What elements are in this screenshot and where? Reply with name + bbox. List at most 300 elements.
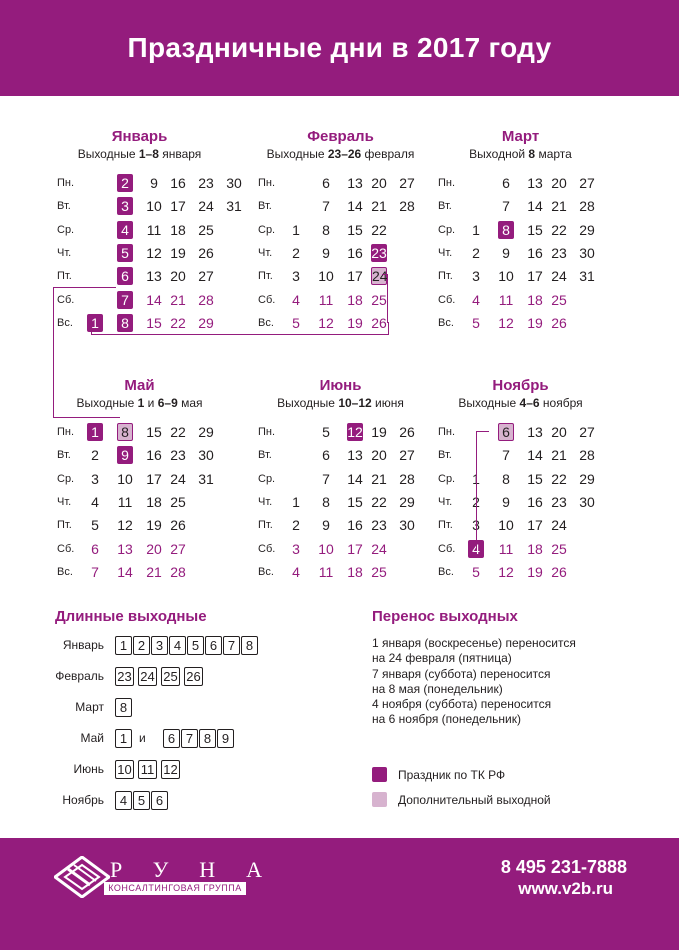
long-weekend-month: Июнь bbox=[73, 762, 104, 776]
weekday-label: Сб. bbox=[57, 542, 75, 555]
calendar-day: 26 bbox=[399, 424, 415, 440]
calendar-day: 21 bbox=[146, 563, 162, 580]
calendar-day: 14 bbox=[117, 563, 133, 580]
calendar-day: 16 bbox=[146, 447, 162, 464]
calendar-day: 28 bbox=[579, 198, 595, 215]
calendar-day: 15 bbox=[347, 221, 363, 238]
long-weekend-day: 1 bbox=[115, 636, 132, 655]
calendar-day: 1 bbox=[292, 493, 300, 510]
long-weekend-day: 11 bbox=[138, 760, 157, 779]
calendar-day: 27 bbox=[399, 175, 415, 191]
month-name: Ноябрь bbox=[492, 377, 549, 394]
calendar-day: 26 bbox=[551, 314, 567, 331]
calendar-day: 28 bbox=[579, 447, 595, 464]
long-weekend-day: 9 bbox=[217, 729, 234, 748]
weekday-label: Пн. bbox=[258, 426, 276, 438]
legend-extra-swatch bbox=[372, 792, 387, 807]
month-name: Январь bbox=[111, 128, 168, 145]
holiday-day: 12 bbox=[347, 424, 363, 440]
long-weekend-day: 2 bbox=[133, 636, 150, 655]
month-note-part: июня bbox=[371, 396, 404, 410]
weekday-label: Вт. bbox=[438, 449, 452, 462]
calendar-day: 14 bbox=[527, 198, 543, 215]
calendar-day: 2 bbox=[292, 517, 300, 534]
calendar-day: 7 bbox=[502, 447, 510, 464]
calendar-day: 7 bbox=[502, 198, 510, 215]
month-note-part: 8 bbox=[528, 147, 536, 161]
month-mar bbox=[438, 128, 638, 338]
calendar-day: 10 bbox=[318, 268, 334, 285]
calendar-day: 1 bbox=[292, 221, 300, 238]
calendar-day: 16 bbox=[170, 175, 186, 191]
calendar-day: 13 bbox=[146, 268, 162, 285]
calendar-day: 22 bbox=[551, 470, 567, 487]
calendar-day: 5 bbox=[472, 314, 480, 331]
calendar-day: 29 bbox=[579, 470, 595, 487]
calendar-day: 24 bbox=[551, 268, 567, 285]
extra-day-off: 8 bbox=[117, 423, 133, 441]
weekday-label: Чт. bbox=[258, 495, 273, 508]
weekday-label: Пн. bbox=[438, 426, 456, 438]
month-note-part: Выходные bbox=[266, 147, 328, 161]
month-name: Июнь bbox=[319, 377, 362, 394]
calendar-day: 21 bbox=[371, 470, 387, 487]
calendar-day: 18 bbox=[170, 221, 186, 238]
calendar-day: 16 bbox=[527, 493, 543, 510]
weekday-label: Пт. bbox=[258, 519, 273, 532]
weekday-label: Сб. bbox=[438, 542, 456, 555]
calendar-day: 18 bbox=[347, 291, 363, 308]
transfer-line: на 8 мая (понедельник) bbox=[372, 681, 503, 696]
extra-day-off: 6 bbox=[498, 423, 514, 441]
calendar-day: 12 bbox=[146, 244, 162, 261]
weekday-label: Пт. bbox=[57, 519, 72, 532]
long-weekend-day: 5 bbox=[187, 636, 204, 655]
calendar-day: 15 bbox=[146, 314, 162, 331]
calendar-day: 25 bbox=[198, 221, 214, 238]
weekday-label: Вт. bbox=[438, 200, 452, 213]
long-weekends-title: Длинные выходные bbox=[55, 608, 207, 625]
long-weekend-day: 6 bbox=[151, 791, 168, 810]
calendar-day: 22 bbox=[371, 493, 387, 510]
holiday-day: 6 bbox=[117, 267, 133, 285]
transfer-line: на 24 февраля (пятница) bbox=[372, 651, 512, 666]
company-name: РУНА bbox=[110, 857, 294, 882]
calendar-day: 29 bbox=[198, 424, 214, 440]
long-weekend-day: 3 bbox=[151, 636, 168, 655]
weekday-label: Вт. bbox=[258, 200, 272, 213]
calendar-day: 3 bbox=[472, 517, 480, 534]
weekday-label: Пн. bbox=[57, 177, 75, 189]
calendar-day: 30 bbox=[226, 175, 242, 191]
month-feb bbox=[258, 128, 458, 338]
connector-jan7-may8-tail bbox=[53, 417, 120, 418]
calendar-day: 21 bbox=[170, 291, 186, 308]
calendar-day: 22 bbox=[170, 424, 186, 440]
calendar-day: 8 bbox=[322, 221, 330, 238]
calendar-day: 25 bbox=[371, 291, 387, 308]
calendar-day: 30 bbox=[579, 493, 595, 510]
month-weekend-note bbox=[438, 147, 603, 161]
calendar-day: 13 bbox=[347, 175, 363, 191]
calendar-day: 7 bbox=[322, 470, 330, 487]
calendar-day: 5 bbox=[472, 563, 480, 580]
calendar-day: 26 bbox=[551, 563, 567, 580]
weekday-label: Вс. bbox=[258, 316, 274, 329]
calendar-day: 3 bbox=[292, 268, 300, 285]
calendar-day: 17 bbox=[527, 517, 543, 534]
holiday-day: 3 bbox=[117, 197, 133, 215]
calendar-day: 20 bbox=[371, 175, 387, 191]
calendar-day: 11 bbox=[498, 540, 514, 557]
weekday-label: Чт. bbox=[57, 495, 72, 508]
month-note-part: Выходные bbox=[458, 396, 520, 410]
weekday-label: Пт. bbox=[438, 519, 453, 532]
month-name: Май bbox=[124, 377, 155, 394]
calendar-day: 24 bbox=[371, 540, 387, 557]
month-weekend-note bbox=[438, 396, 603, 410]
calendar-day: 27 bbox=[198, 268, 214, 285]
transfer-line: 4 ноября (суббота) переносится bbox=[372, 697, 552, 712]
transfer-line: 1 января (воскресенье) переносится bbox=[372, 636, 576, 650]
calendar-day: 5 bbox=[292, 314, 300, 331]
calendar-day: 13 bbox=[527, 175, 543, 191]
month-note-part: Выходные bbox=[76, 396, 138, 410]
calendar-day: 13 bbox=[347, 447, 363, 464]
weekday-label: Чт. bbox=[258, 246, 273, 259]
header-band bbox=[0, 0, 679, 96]
month-note-part: Выходной bbox=[469, 147, 529, 161]
calendar-day: 19 bbox=[527, 563, 543, 580]
month-note-part: 6–9 bbox=[157, 396, 178, 410]
calendar-day: 30 bbox=[198, 447, 214, 464]
month-note-part: 1–8 bbox=[138, 147, 159, 161]
month-note-part: Выходные bbox=[277, 396, 339, 410]
calendar-day: 25 bbox=[371, 563, 387, 580]
calendar-day: 25 bbox=[551, 291, 567, 308]
calendar-day: 8 bbox=[502, 470, 510, 487]
calendar-day: 9 bbox=[322, 244, 330, 261]
calendar-day: 21 bbox=[371, 198, 387, 215]
calendar-day: 26 bbox=[170, 517, 186, 534]
long-weekend-month: Март bbox=[75, 700, 104, 714]
weekday-label: Пн. bbox=[57, 426, 75, 438]
calendar-day: 20 bbox=[551, 424, 567, 440]
long-weekend-day: 12 bbox=[161, 760, 180, 779]
holiday-day: 8 bbox=[498, 221, 514, 239]
calendar-day: 6 bbox=[322, 447, 330, 464]
holiday-day: 23 bbox=[371, 244, 387, 261]
calendar-day: 6 bbox=[91, 540, 99, 557]
calendar-day: 22 bbox=[170, 314, 186, 331]
long-weekend-joiner: и bbox=[139, 731, 146, 745]
holiday-day: 1 bbox=[87, 423, 103, 441]
weekday-label: Ср. bbox=[438, 223, 456, 236]
weekday-label: Вс. bbox=[438, 316, 454, 329]
calendar-day: 9 bbox=[502, 244, 510, 261]
calendar-day: 28 bbox=[170, 563, 186, 580]
connector-jan1-feb24 bbox=[91, 322, 389, 335]
connector-feb24-arrow bbox=[382, 274, 388, 323]
long-weekend-day: 5 bbox=[133, 791, 150, 810]
calendar-day: 19 bbox=[371, 424, 387, 440]
calendar-day: 27 bbox=[579, 424, 595, 440]
weekday-label: Вт. bbox=[258, 449, 272, 462]
calendar-day: 24 bbox=[551, 517, 567, 534]
calendar-day: 1 bbox=[472, 221, 480, 238]
long-weekend-month: Май bbox=[80, 731, 104, 745]
calendar-day: 26 bbox=[198, 244, 214, 261]
holiday-day: 4 bbox=[468, 540, 484, 558]
month-note-part: января bbox=[158, 147, 202, 161]
calendar-day: 28 bbox=[399, 198, 415, 215]
legend-extra-label: Дополнительный выходной bbox=[398, 793, 551, 807]
calendar-day: 4 bbox=[292, 291, 300, 308]
calendar-day: 19 bbox=[170, 244, 186, 261]
calendar-day: 2 bbox=[472, 493, 480, 510]
transfer-line: 7 января (суббота) переносится bbox=[372, 666, 551, 681]
holiday-day: 1 bbox=[87, 314, 103, 332]
weekday-label: Пт. bbox=[258, 270, 273, 283]
calendar-day: 27 bbox=[170, 540, 186, 557]
calendar-day: 12 bbox=[498, 563, 514, 580]
calendar-day: 12 bbox=[117, 517, 133, 534]
transfer-line: на 6 ноября (понедельник) bbox=[372, 712, 521, 727]
long-weekend-day: 8 bbox=[199, 729, 216, 748]
calendar-day: 11 bbox=[498, 291, 514, 308]
calendar-day: 16 bbox=[527, 244, 543, 261]
holiday-day: 2 bbox=[117, 174, 133, 192]
month-note-part: Выходные bbox=[77, 147, 139, 161]
calendar-day: 15 bbox=[347, 493, 363, 510]
long-weekend-day: 23 bbox=[115, 667, 134, 686]
calendar-day: 17 bbox=[347, 268, 363, 285]
long-weekend-day: 25 bbox=[161, 667, 180, 686]
month-note-part: марта bbox=[535, 147, 572, 161]
month-note-part: ноября bbox=[539, 396, 583, 410]
calendar-day: 5 bbox=[91, 517, 99, 534]
calendar-day: 2 bbox=[472, 244, 480, 261]
month-weekend-note bbox=[57, 147, 222, 161]
long-weekend-day: 8 bbox=[241, 636, 258, 655]
calendar-day: 3 bbox=[472, 268, 480, 285]
calendar-day: 12 bbox=[498, 314, 514, 331]
calendar-day: 13 bbox=[527, 424, 543, 440]
month-nov bbox=[438, 377, 638, 587]
calendar-day: 18 bbox=[347, 563, 363, 580]
calendar-day: 11 bbox=[318, 563, 334, 580]
month-name: Февраль bbox=[307, 128, 374, 145]
calendar-day: 23 bbox=[371, 517, 387, 534]
calendar-day: 6 bbox=[502, 175, 510, 191]
month-name: Март bbox=[501, 128, 540, 145]
month-weekend-note bbox=[258, 396, 423, 410]
calendar-day: 24 bbox=[170, 470, 186, 487]
calendar-day: 14 bbox=[527, 447, 543, 464]
calendar-day: 21 bbox=[551, 447, 567, 464]
calendar-day: 11 bbox=[117, 493, 133, 510]
calendar-day: 30 bbox=[399, 517, 415, 534]
calendar-day: 17 bbox=[347, 540, 363, 557]
month-note-part: 4–6 bbox=[519, 396, 540, 410]
calendar-day: 22 bbox=[551, 221, 567, 238]
calendar-day: 2 bbox=[91, 447, 99, 464]
calendar-day: 24 bbox=[198, 198, 214, 215]
weekday-label: Сб. bbox=[258, 293, 276, 306]
weekday-label: Чт. bbox=[438, 246, 453, 259]
calendar-day: 26 bbox=[371, 314, 387, 331]
calendar-day: 3 bbox=[292, 540, 300, 557]
calendar-day: 5 bbox=[322, 424, 330, 440]
calendar-day: 1 bbox=[472, 470, 480, 487]
calendar-day: 17 bbox=[527, 268, 543, 285]
calendar-day: 30 bbox=[579, 244, 595, 261]
calendar-day: 3 bbox=[91, 470, 99, 487]
calendar-day: 16 bbox=[347, 517, 363, 534]
calendar-day: 31 bbox=[198, 470, 214, 487]
calendar-day: 31 bbox=[226, 198, 242, 215]
weekday-label: Ср. bbox=[57, 472, 75, 485]
long-weekend-month: Январь bbox=[62, 638, 104, 652]
connector-jan7-may8 bbox=[53, 287, 116, 418]
weekday-label: Сб. bbox=[438, 293, 456, 306]
long-weekend-day: 24 bbox=[138, 667, 157, 686]
calendar-day: 4 bbox=[472, 291, 480, 308]
contact-phone: 8 495 231-7888 bbox=[500, 857, 627, 877]
calendar-day: 27 bbox=[399, 447, 415, 464]
holiday-day: 5 bbox=[117, 244, 133, 262]
long-weekend-day: 4 bbox=[169, 636, 186, 655]
calendar-day: 17 bbox=[170, 198, 186, 215]
weekday-label: Вт. bbox=[57, 449, 71, 462]
weekday-label: Чт. bbox=[57, 246, 72, 259]
calendar-day: 23 bbox=[551, 244, 567, 261]
company-subtitle: КОНСАЛТИНГОВАЯ ГРУППА bbox=[104, 882, 246, 895]
long-weekend-month: Ноябрь bbox=[62, 793, 104, 807]
connector-nov4-nov6 bbox=[476, 431, 489, 550]
calendar-day: 23 bbox=[198, 175, 214, 191]
calendar-day: 20 bbox=[146, 540, 162, 557]
weekday-label: Пт. bbox=[57, 270, 72, 283]
calendar-day: 21 bbox=[551, 198, 567, 215]
month-jun bbox=[258, 377, 458, 587]
calendar-day: 8 bbox=[322, 493, 330, 510]
calendar-day: 19 bbox=[527, 314, 543, 331]
calendar-day: 10 bbox=[117, 470, 133, 487]
calendar-day: 10 bbox=[498, 268, 514, 285]
calendar-day: 17 bbox=[146, 470, 162, 487]
weekday-label: Сб. bbox=[57, 293, 75, 306]
month-weekend-note bbox=[258, 147, 423, 161]
calendar-day: 23 bbox=[170, 447, 186, 464]
weekday-label: Сб. bbox=[258, 542, 276, 555]
calendar-day: 22 bbox=[371, 221, 387, 238]
weekday-label: Чт. bbox=[438, 495, 453, 508]
weekday-label: Ср. bbox=[258, 223, 276, 236]
month-note-part: мая bbox=[177, 396, 203, 410]
month-note-part: февраля bbox=[361, 147, 415, 161]
long-weekend-day: 8 bbox=[115, 698, 132, 717]
contact-website: www.v2b.ru bbox=[518, 879, 613, 898]
calendar-day: 7 bbox=[322, 198, 330, 215]
calendar-day: 19 bbox=[146, 517, 162, 534]
holiday-day: 9 bbox=[117, 446, 133, 464]
extra-day-off: 24 bbox=[372, 268, 388, 285]
weekday-label: Пн. bbox=[438, 177, 456, 189]
calendar-day: 4 bbox=[91, 493, 99, 510]
long-weekend-day: 7 bbox=[223, 636, 240, 655]
weekday-label: Вс. bbox=[258, 565, 274, 578]
page-title: Праздничные дни в 2017 году bbox=[127, 32, 552, 63]
calendar-day: 14 bbox=[347, 470, 363, 487]
calendar-day: 29 bbox=[198, 314, 214, 331]
calendar-day: 18 bbox=[527, 291, 543, 308]
weekday-label: Вт. bbox=[57, 200, 71, 213]
calendar-day: 10 bbox=[498, 517, 514, 534]
calendar-day: 28 bbox=[198, 291, 214, 308]
month-note-part: 1 bbox=[137, 396, 145, 410]
calendar-day: 10 bbox=[318, 540, 334, 557]
calendar-day: 6 bbox=[322, 175, 330, 191]
long-weekend-day: 6 bbox=[205, 636, 222, 655]
calendar-day: 18 bbox=[527, 540, 543, 557]
long-weekend-day: 26 bbox=[184, 667, 203, 686]
calendar-day: 16 bbox=[347, 244, 363, 261]
long-weekend-day: 4 bbox=[115, 791, 132, 810]
long-weekend-day: 7 bbox=[181, 729, 198, 748]
long-weekend-month: Февраль bbox=[55, 669, 104, 683]
calendar-day: 19 bbox=[347, 314, 363, 331]
calendar-day: 29 bbox=[579, 221, 595, 238]
company-logo-icon bbox=[54, 856, 110, 898]
calendar-day: 9 bbox=[502, 493, 510, 510]
month-note-part: 23–26 bbox=[327, 147, 362, 161]
calendar-day: 7 bbox=[91, 563, 99, 580]
transfers-title: Перенос выходных bbox=[372, 608, 518, 625]
holiday-day: 7 bbox=[117, 291, 133, 309]
weekday-label: Ср. bbox=[57, 223, 75, 236]
calendar-day: 13 bbox=[117, 540, 133, 557]
calendar-day: 14 bbox=[146, 291, 162, 308]
calendar-day: 4 bbox=[292, 563, 300, 580]
calendar-day: 2 bbox=[292, 244, 300, 261]
calendar-day: 20 bbox=[551, 175, 567, 191]
long-weekend-day: 6 bbox=[163, 729, 180, 748]
calendar-day: 28 bbox=[399, 470, 415, 487]
long-weekend-day: 10 bbox=[115, 760, 134, 779]
calendar-day: 9 bbox=[322, 517, 330, 534]
calendar-day: 25 bbox=[170, 493, 186, 510]
transfers-text bbox=[372, 636, 632, 728]
calendar-day: 23 bbox=[551, 493, 567, 510]
weekday-label: Ср. bbox=[438, 472, 456, 485]
legend-holiday-label: Праздник по ТК РФ bbox=[398, 768, 506, 782]
weekday-label: Ср. bbox=[258, 472, 276, 485]
calendar-day: 20 bbox=[371, 447, 387, 464]
weekday-label: Вс. bbox=[57, 316, 73, 329]
calendar-day: 14 bbox=[347, 198, 363, 215]
holiday-day: 8 bbox=[117, 314, 133, 332]
month-note-part: 10–12 bbox=[338, 396, 372, 410]
holiday-day: 4 bbox=[117, 221, 133, 239]
calendar-day: 15 bbox=[146, 424, 162, 440]
calendar-day: 10 bbox=[146, 198, 162, 215]
calendar-day: 15 bbox=[527, 221, 543, 238]
weekday-label: Вс. bbox=[57, 565, 73, 578]
calendar-day: 9 bbox=[150, 175, 158, 191]
calendar-day: 31 bbox=[579, 268, 595, 285]
calendar-day: 20 bbox=[170, 268, 186, 285]
